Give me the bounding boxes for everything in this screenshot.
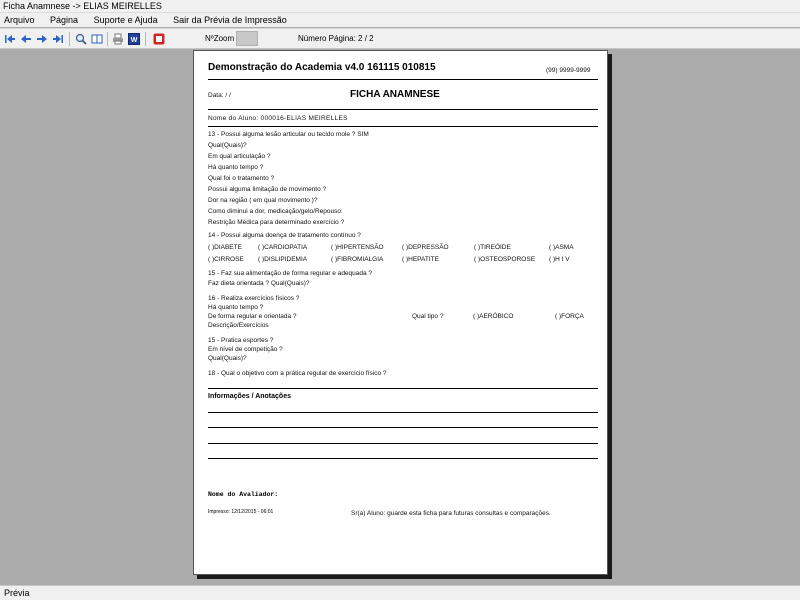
toolbar-separator	[107, 32, 108, 46]
q13-line: Em qual articulação ?	[208, 153, 271, 160]
pdf-export-icon[interactable]	[152, 32, 166, 46]
q14-option: ( )CARDIOPATIA	[258, 244, 308, 251]
q15b-title: 15 - Pratica esportes ?	[208, 337, 274, 344]
notes-line	[208, 412, 598, 413]
date-label: Data: / /	[208, 92, 231, 99]
q16-line: De forma regular e orientada ?	[208, 313, 297, 320]
q16-line: Há quanto tempo ?	[208, 304, 264, 311]
q14-option: ( )ASMA	[549, 244, 574, 251]
q13-line: Como diminui a dor, medicação/gelo/Repouso:	[208, 208, 343, 215]
zoom-label: NºZoom	[205, 34, 235, 43]
q15-title: 15 - Faz sua alimentação de forma regular e adequada ?	[208, 270, 373, 277]
q14-option: ( )DEPRESSÃO	[402, 244, 449, 251]
report-phone: (99) 9999-9999	[546, 67, 591, 74]
q15b-line: Em nível de competição ?	[208, 346, 283, 353]
divider	[208, 126, 598, 127]
footer-note: Sr(a) Aluno: guarde esta ficha para futuras consultas e comparações.	[351, 510, 551, 517]
q16-type-label: Qual tipo ?	[412, 313, 444, 320]
print-icon[interactable]	[111, 32, 125, 46]
q13-line: Restrição Médica para determinado exercício ?	[208, 219, 345, 226]
notes-line	[208, 427, 598, 428]
q15b-line: Qual(Quais)?	[208, 355, 247, 362]
menu-sair-previa[interactable]: Sair da Prévia de Impressão	[173, 15, 287, 25]
evaluator-label: Nome do Avaliador:	[208, 491, 279, 498]
menu-arquivo[interactable]: Arquivo	[4, 15, 35, 25]
menu-pagina[interactable]: Página	[50, 15, 79, 25]
student-name-label: Nome do Aluno: 000016-ELIAS MEIRELLES	[208, 115, 348, 122]
notes-title: Informações / Anotações	[208, 393, 291, 400]
book-icon[interactable]	[90, 32, 104, 46]
q14-option: ( )TIREÓIDE	[474, 244, 511, 251]
q14-option: ( )HIPERTENSÃO	[331, 244, 384, 251]
last-page-icon[interactable]	[51, 32, 65, 46]
svg-text:W: W	[130, 37, 138, 44]
toolbar-separator	[69, 32, 70, 46]
first-page-icon[interactable]	[3, 32, 17, 46]
page-number-label: Número Página: 2 / 2	[298, 34, 374, 43]
q14-option: ( )DIABETE	[208, 244, 242, 251]
zoom-input[interactable]	[236, 31, 258, 46]
q13-line: Qual(Quais)?	[208, 142, 247, 149]
q13-title: 13 - Possui alguma lesão articular ou tecido mole ? SIM	[208, 131, 369, 138]
q13-line: Possui alguma limitação de movimento ?	[208, 186, 327, 193]
toolbar-separator	[145, 32, 146, 46]
report-page	[193, 50, 608, 575]
q15-line: Faz dieta orientada ? Qual(Quais)?	[208, 280, 310, 287]
header-divider	[208, 79, 598, 80]
q14-option: ( )H I V	[549, 256, 570, 263]
notes-line	[208, 443, 598, 444]
word-export-icon[interactable]	[127, 32, 141, 46]
menu-bar	[0, 13, 800, 27]
q14-option: ( )FIBROMIALGIA	[331, 256, 384, 263]
q18-title: 18 - Qual o objetivo com a prática regular de exercício físico ?	[208, 370, 387, 377]
q13-line: Qual foi o tratamento ?	[208, 175, 275, 182]
q14-option: ( )DISLIPIDEMIA	[258, 256, 308, 263]
toolbar	[0, 28, 800, 49]
q16-title: 16 - Realiza exercícios físicos ?	[208, 295, 300, 302]
divider	[208, 388, 598, 389]
divider	[208, 109, 598, 110]
notes-line	[208, 458, 598, 459]
q16-forca-option: ( )FORÇA	[555, 313, 584, 320]
status-text: Prévia	[4, 588, 30, 598]
next-page-icon[interactable]	[35, 32, 49, 46]
q14-option: ( )HEPATITE	[402, 256, 439, 263]
q14-option: ( )OSTEOSPOROSE	[474, 256, 536, 263]
q16-aerobico-option: ( )AERÓBICO	[473, 313, 514, 320]
status-bar	[0, 585, 800, 600]
q13-line: Dor na região ( em qual movimento )?	[208, 197, 318, 204]
q13-line: Há quanto tempo ?	[208, 164, 264, 171]
zoom-icon[interactable]	[74, 32, 88, 46]
printed-timestamp: Impresso: 12/12/2015 - 06:01	[208, 509, 274, 515]
q14-title: 14 - Possui alguma doença de tratamento contínuo ?	[208, 232, 361, 239]
menu-suporte-ajuda[interactable]: Suporte e Ajuda	[93, 15, 158, 25]
previous-page-icon[interactable]	[19, 32, 33, 46]
q16-line: Descrição/Exercícios	[208, 322, 269, 329]
q14-option: ( )CIRROSE	[208, 256, 244, 263]
window-title-bar	[0, 0, 800, 13]
window-title: Ficha Anamnese -> ELIAS MEIRELLES	[3, 1, 162, 11]
report-header-title: Demonstração do Academia v4.0 161115 010815	[208, 62, 436, 73]
form-title: FICHA ANAMNESE	[350, 89, 440, 100]
